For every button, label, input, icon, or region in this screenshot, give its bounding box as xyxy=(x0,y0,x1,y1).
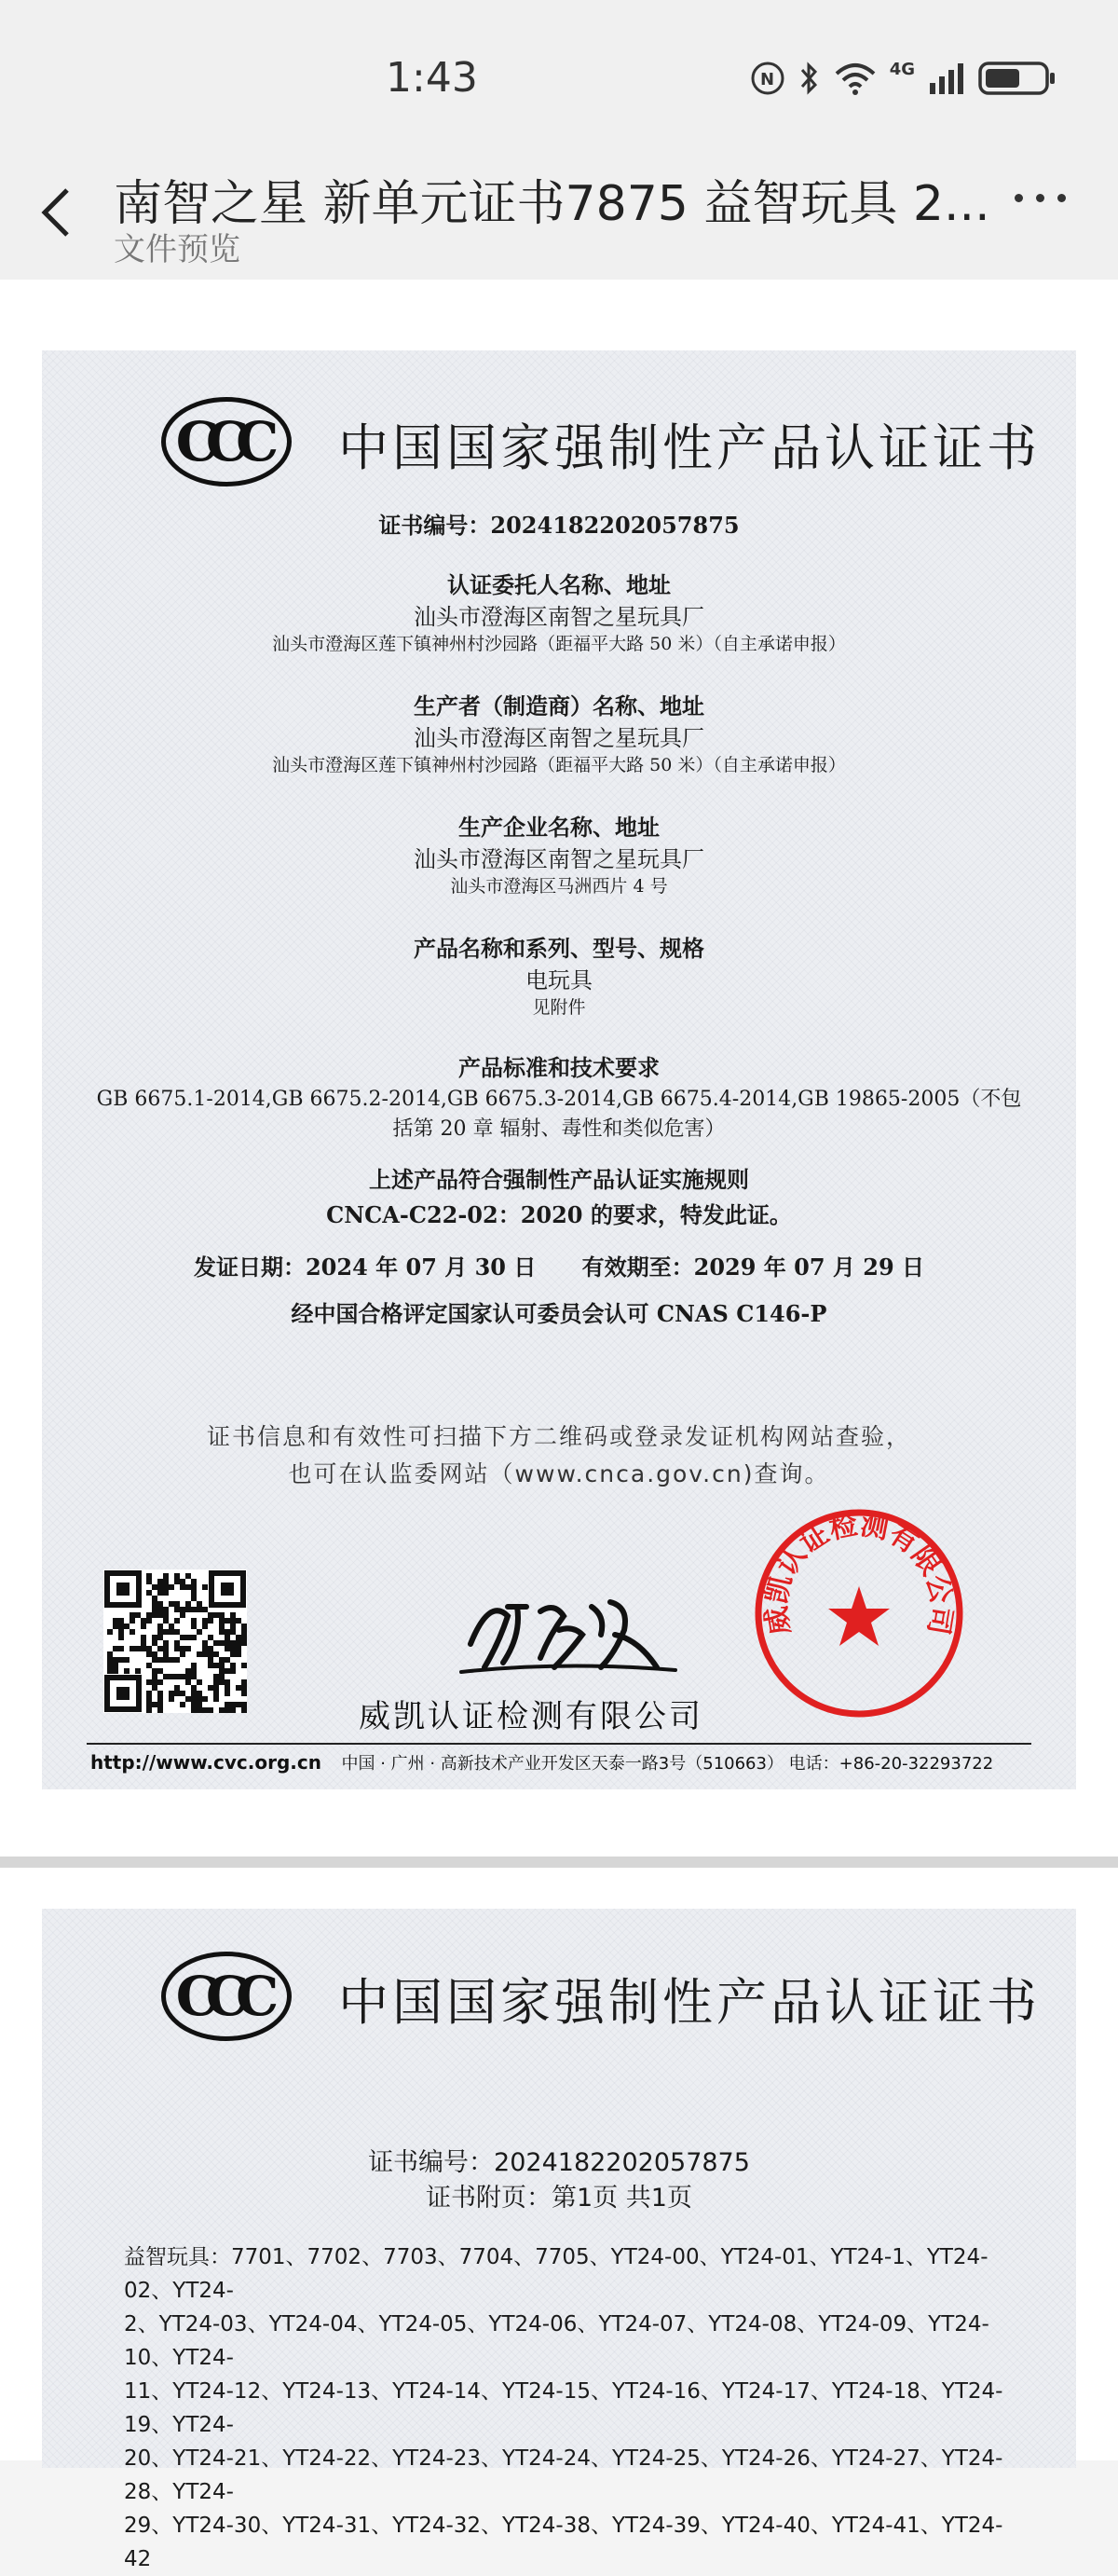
standard-line-2: 括第 20 章 辐射、毒性和类似危害） xyxy=(392,1117,726,1141)
verify-line-2: 也可在认监委网站（www.cnca.gov.cn)查询。 xyxy=(288,1460,830,1487)
certificate-page-2 xyxy=(42,1909,1076,2571)
more-options-icon[interactable] xyxy=(1015,194,1066,202)
document-title: 南智之星 新单元证书7875 益智玩具 2... xyxy=(114,176,990,232)
expiry-date: 有效期至：2029 年 07 月 29 日 xyxy=(581,1254,925,1281)
cert-footer xyxy=(90,1750,993,1774)
footer-divider xyxy=(87,1743,1031,1745)
model-list xyxy=(124,2240,1018,2576)
conform-line-2: CNCA-C22-02：2020 的要求，特发此证。 xyxy=(326,1201,792,1228)
model-line: 11、YT24-12、YT24-13、YT24-14、YT24-15、YT24-16、YT24-17、YT24-18、YT24-19、YT24- xyxy=(124,2379,1003,2437)
factory-address: 汕头市澄海区马洲西片 4 号 xyxy=(450,876,668,897)
issue-date: 发证日期：2024 年 07 月 30 日 xyxy=(193,1254,537,1281)
signature xyxy=(452,1579,685,1681)
nfc-icon xyxy=(750,61,785,96)
standard-heading: 产品标准和技术要求 xyxy=(458,1054,660,1081)
accreditation-line: 经中国合格评定国家认可委员会认可 CNAS C146-P xyxy=(291,1300,827,1327)
document-subtitle: 文件预览 xyxy=(114,231,240,268)
cert-dates xyxy=(42,1249,1076,1281)
model-line: 益智玩具：7701、7702、7703、7704、7705、YT24-00、YT24-01、YT24-1、YT24-02、YT24- xyxy=(124,2245,988,2303)
svg-text:N: N xyxy=(759,70,774,89)
red-seal-stamp xyxy=(752,1506,966,1720)
ccc-logo: CCC xyxy=(161,397,292,486)
status-icons xyxy=(750,60,1057,97)
maker-heading: 生产者（制造商）名称、地址 xyxy=(414,692,704,719)
standard-line-1: GB 6675.1-2014,GB 6675.2-2014,GB 6675.3-2014,GB 6675.4-2014,GB 19865-2005（不包 xyxy=(96,1088,1022,1111)
network-type-label: 4G xyxy=(889,59,915,79)
bluetooth-icon xyxy=(798,61,821,96)
cert-number: 证书编号：2024182202057875 xyxy=(368,2148,750,2177)
model-line: 29、YT24-30、YT24-31、YT24-32、YT24-38、YT24-39、YT24-40、YT24-41、YT24-42 xyxy=(124,2514,1003,2571)
conform-line-1: 上述产品符合强制性产品认证实施规则 xyxy=(369,1166,749,1193)
client-heading: 认证委托人名称、地址 xyxy=(447,571,671,598)
battery-icon xyxy=(978,60,1057,97)
model-line: 2、YT24-03、YT24-04、YT24-05、YT24-06、YT24-07、YT24-08、YT24-09、YT24-10、YT24- xyxy=(124,2312,989,2370)
cert-number: 证书编号：2024182202057875 xyxy=(378,512,740,539)
client-name: 汕头市澄海区南智之星玩具厂 xyxy=(414,604,704,630)
qr-code[interactable] xyxy=(103,1569,247,1713)
svg-text:威凯认证检测有限公司: 威凯认证检测有限公司 xyxy=(759,1508,959,1637)
issuing-company: 威凯认证检测有限公司 xyxy=(359,1698,703,1735)
ccc-logo: CCC xyxy=(161,1952,292,2041)
certificate-title: 中国国家强制性产品认证证书 xyxy=(338,1973,1041,2032)
factory-heading: 生产企业名称、地址 xyxy=(458,814,660,841)
status-time: 1:43 xyxy=(386,54,478,102)
page-divider xyxy=(0,1857,1118,1868)
product-name: 电玩具 xyxy=(525,967,593,993)
product-note: 见附件 xyxy=(532,997,586,1018)
model-line: 20、YT24-21、YT24-22、YT24-23、YT24-24、YT24-25、YT24-26、YT24-27、YT24-28、YT24- xyxy=(124,2446,1003,2504)
footer-url[interactable]: http://www.cvc.org.cn xyxy=(90,1751,321,1774)
footer-address: 中国 · 广州 · 高新技术产业开发区天泰一路3号（510663） 电话：+86-20-32293722 xyxy=(341,1754,994,1774)
client-address: 汕头市澄海区莲下镇神州村沙园路（距福平大路 50 米）（自主承诺申报） xyxy=(272,634,846,654)
app-header xyxy=(0,140,1118,280)
maker-address: 汕头市澄海区莲下镇神州村沙园路（距福平大路 50 米）（自主承诺申报） xyxy=(272,755,846,775)
wifi-icon xyxy=(834,61,877,96)
page-info: 证书附页：第1页 共1页 xyxy=(426,2184,692,2213)
product-heading: 产品名称和系列、型号、规格 xyxy=(414,935,704,962)
certificate-title: 中国国家强制性产品认证证书 xyxy=(338,418,1041,477)
maker-name: 汕头市澄海区南智之星玩具厂 xyxy=(414,725,704,751)
verify-line-1: 证书信息和有效性可扫描下方二维码或登录发证机构网站查验， xyxy=(206,1423,911,1450)
factory-name: 汕头市澄海区南智之星玩具厂 xyxy=(414,846,704,872)
certificate-page-1 xyxy=(42,350,1076,1789)
signal-icon xyxy=(928,61,965,96)
back-arrow-icon[interactable] xyxy=(37,185,75,240)
